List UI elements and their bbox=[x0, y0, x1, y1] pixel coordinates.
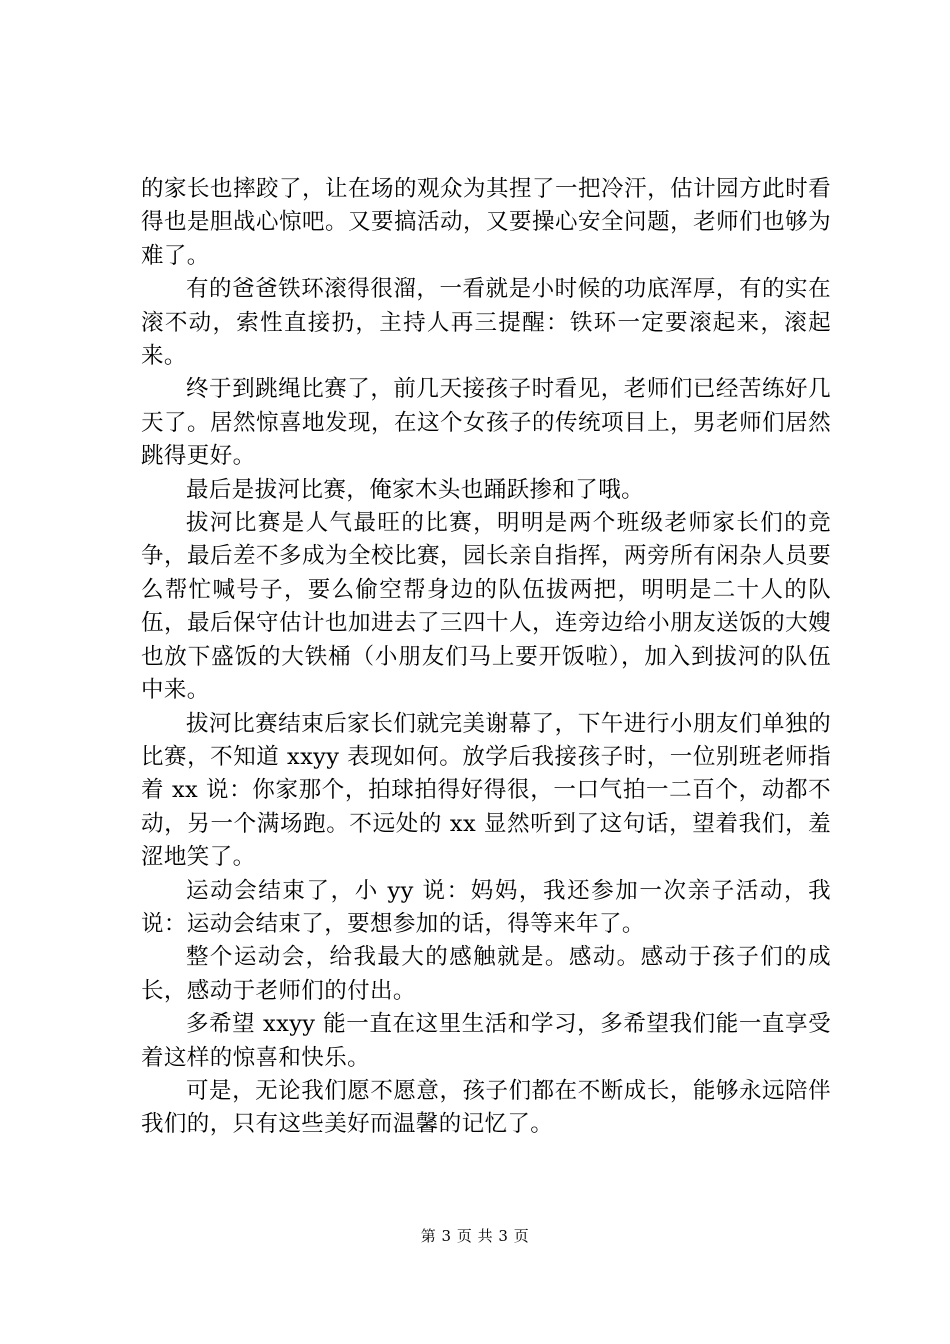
paragraph-hope: 多希望 xxyy 能一直在这里生活和学习，多希望我们能一直享受着这样的惊喜和快乐。 bbox=[141, 1011, 831, 1071]
paragraph-feelings: 整个运动会，给我最大的感触就是。感动。感动于孩子们的成长，感动于老师们的付出。 bbox=[141, 944, 831, 1004]
paragraph-tug-of-war-intro: 最后是拔河比赛，俺家木头也踊跃掺和了哦。 bbox=[186, 476, 645, 503]
paragraph-games-over: 运动会结束了，小 yy 说：妈妈，我还参加一次亲子活动，我说：运动会结束了，要想参加的话，得等来年了。 bbox=[141, 877, 831, 937]
paragraph-jump-rope: 终于到跳绳比赛了，前几天接孩子时看见，老师们已经苦练好几天了。居然惊喜地发现，在这个女孩子的传统项目上，男老师们居然跳得更好。 bbox=[141, 376, 831, 470]
document-body bbox=[141, 173, 831, 1142]
page-footer: 第 3 页 共 3 页 bbox=[420, 1227, 530, 1245]
paragraph-afternoon: 拔河比赛结束后家长们就完美谢幕了，下午进行小朋友们单独的比赛，不知道 xxyy 表现如何。放学后我接孩子时，一位别班老师指着 xx 说：你家那个，拍球拍得好得很，一口气拍一二百个，动都不动，另一个满场跑。不远处的 xx 显然听到了这句话，望着我们，羞涩地笑了。 bbox=[141, 710, 831, 871]
paragraph-iron-hoop: 有的爸爸铁环滚得很溜，一看就是小时候的功底浑厚，有的实在滚不动，索性直接扔，主持人再三提醒：铁环一定要滚起来，滚起来。 bbox=[141, 276, 831, 370]
paragraph-conclusion: 可是，无论我们愿不愿意，孩子们都在不断成长，能够永远陪伴我们的，只有这些美好而温馨的记忆了。 bbox=[141, 1077, 831, 1138]
paragraph-continued: 的家长也摔跤了，让在场的观众为其捏了一把冷汗，估计园方此时看得也是胆战心惊吧。又要搞活动，又要操心安全问题，老师们也够为难了。 bbox=[141, 176, 831, 269]
paragraph-tug-of-war: 拔河比赛是人气最旺的比赛，明明是两个班级老师家长们的竞争，最后差不多成为全校比赛，园长亲自指挥，两旁所有闲杂人员要么帮忙喊号子，要么偷空帮身边的队伍拔两把，明明是二十人的队伍，最后保守估计也加进去了三四十人，连旁边给小朋友送饭的大嫂也放下盛饭的大铁桶（小朋友们马上要开饭啦），加入到拔河的队伍中来。 bbox=[141, 510, 831, 704]
